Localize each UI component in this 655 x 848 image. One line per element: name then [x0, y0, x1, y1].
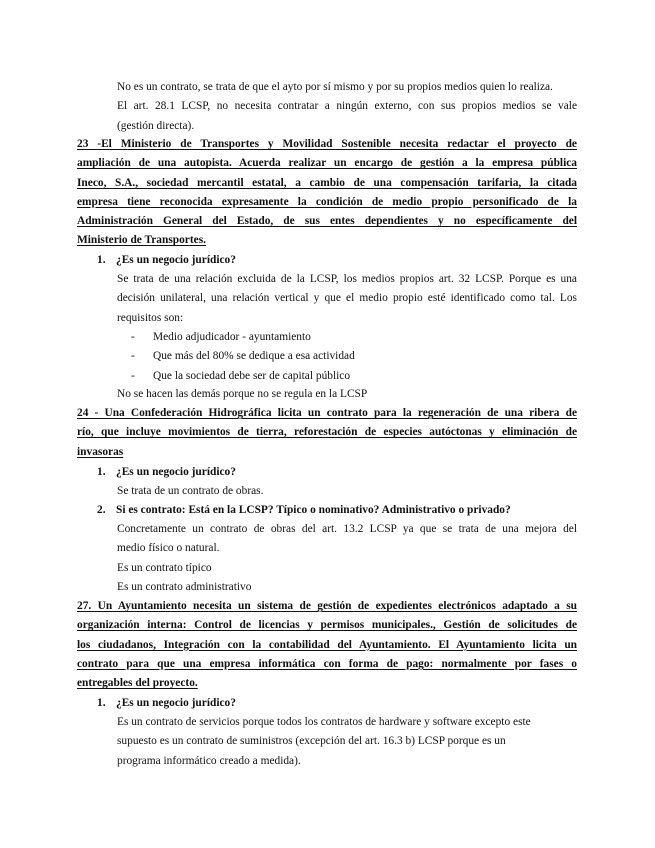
dash-bullet: - [131, 350, 135, 363]
intro-line-2: El art. 28.1 LCSP, no necesita contratar a ningún externo, con sus propios medios se vale [117, 100, 577, 113]
q24-item-1-question [97, 463, 577, 482]
q27-heading-line: 27. Un Ayuntamiento necesita un sistema de gestión de expedientes electrónicos adaptado a su [77, 600, 577, 612]
intro-line-1: No es un contrato, se trata de que el ayto por sí mismo y por su propios medios quien lo realiza. [117, 81, 553, 93]
q23-heading-line: ampliación de una autopista. Acuerda realizar un encargo de gestión a la empresa pública [77, 157, 577, 170]
answer-line: decisión unilateral, una relación vertical y que el medio propio esté identificado como tal. Los [117, 292, 577, 305]
q23-closing [117, 385, 577, 404]
q23-heading-line: empresa tiene reconocida expresamente la condición de medio propio personificado de la [77, 195, 577, 208]
list-item [131, 367, 571, 386]
q23-heading-line: Ineco, S.A., sociedad mercantil estatal, a cambio de una compensación tarifaria, la citada [77, 176, 577, 189]
q24-item-2 [97, 501, 577, 520]
list-number: 1. [97, 254, 106, 266]
q23-heading-line: Administración General del Estado, de sus entes dependientes y no específicamente del [77, 215, 577, 228]
question-text: ¿Es un negocio jurídico? [116, 254, 236, 266]
closing-line: No se hacen las demás porque no se regula en la LCSP [117, 388, 368, 400]
answer-line: Se trata de una relación excluida de la LCSP, los medios propios art. 32 LCSP. Porque es una [117, 273, 577, 285]
q24-item-1-answer [117, 482, 577, 501]
q23-heading [77, 135, 577, 251]
q24-item-2-question [97, 501, 577, 520]
answer-line: Es un contrato administrativo [117, 580, 252, 593]
q27-heading [77, 597, 577, 693]
answer-line: Es un contrato de servicios porque todos los contratos de hardware y software excepto este [117, 716, 531, 728]
answer-line: supuesto es un contrato de suministros (excepción del art. 16.3 b) LCSP porque es un [117, 735, 506, 748]
intro-line-3: (gestión directa). [117, 119, 195, 132]
q24-heading-line: 24 - Una Confederación Hidrográfica licita un contrato para la regeneración de una ribera de [77, 407, 577, 419]
list-number: 1. [97, 466, 106, 478]
q23-requirements-list [131, 328, 571, 386]
dash-bullet: - [131, 369, 135, 382]
q23-item-1 [97, 251, 577, 270]
q27-heading-line: contrato para que una empresa informática con forma de pago: normalmente por fases o [77, 657, 577, 670]
intro-paragraph [117, 78, 577, 136]
answer-line: Concretamente un contrato de obras del art. 13.2 LCSP ya que se trata de una mejora del [117, 523, 577, 535]
list-item-text: Que más del 80% se dedique a esa actividad [153, 350, 355, 363]
question-text: ¿Es un negocio jurídico? [116, 466, 236, 478]
q27-heading-line: organización interna: Control de licencias y permisos municipales., Gestión de solicitudes de [77, 619, 577, 632]
list-item-text: Medio adjudicador - ayuntamiento [153, 331, 311, 343]
answer-line: requisitos son: [117, 311, 184, 324]
q27-heading-line: entregables del proyecto. [77, 677, 198, 690]
q24-item-2-answer [117, 520, 577, 597]
q24-heading-line: río, que incluye movimientos de tierra, reforestación de especies autóctonas y eliminación de [77, 426, 577, 439]
q27-item-1-question [97, 694, 577, 713]
q27-item-1-answer [117, 713, 577, 771]
list-number: 2. [97, 504, 106, 516]
list-number: 1. [97, 697, 106, 709]
q23-heading-line: 23 -El Ministerio de Transportes y Movilidad Sostenible necesita redactar el proyecto de [77, 138, 577, 150]
q27-heading-line: los ciudadanos, Integración con la contabilidad del Ayuntamiento. El Ayuntamiento licita un [77, 638, 577, 651]
q24-heading [77, 404, 577, 462]
question-text: Si es contrato: Está en la LCSP? Típico o nominativo? Administrativo o privado? [116, 504, 511, 516]
answer-line: medio físico o natural. [117, 542, 220, 555]
answer-line: programa informático creado a medida). [117, 754, 301, 767]
q23-item-1-question [97, 251, 577, 270]
q27-item-1 [97, 694, 577, 713]
q23-heading-line: Ministerio de Transportes. [77, 234, 206, 247]
answer-line: Es un contrato típico [117, 561, 212, 574]
q23-item-1-answer [117, 270, 577, 328]
q24-heading-line: invasoras [77, 445, 124, 458]
answer-line: Se trata de un contrato de obras. [117, 485, 264, 497]
list-item [131, 347, 571, 366]
list-item [131, 328, 571, 347]
question-text: ¿Es un negocio jurídico? [116, 697, 236, 709]
q24-item-1 [97, 463, 577, 482]
list-item-text: Que la sociedad debe ser de capital público [153, 369, 351, 382]
dash-bullet: - [131, 331, 135, 343]
